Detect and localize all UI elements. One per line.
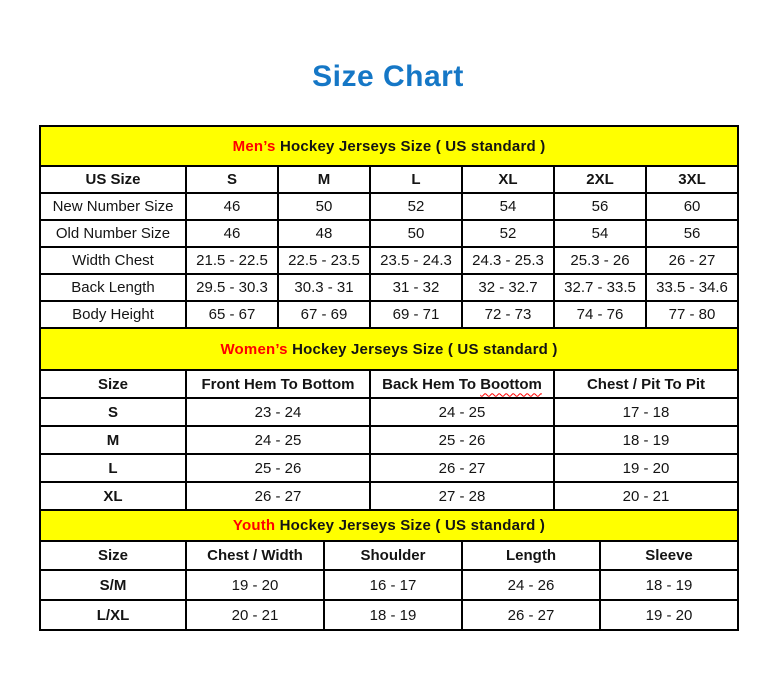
value-cell: 50 — [370, 220, 462, 247]
column-header: Shoulder — [324, 541, 462, 570]
value-cell: 50 — [278, 193, 370, 220]
value-cell: 24.3 - 25.3 — [462, 247, 554, 274]
column-header: Chest / Width — [186, 541, 324, 570]
value-cell: 25 - 26 — [186, 454, 370, 482]
value-cell: 24 - 26 — [462, 570, 600, 600]
row-label: S/M — [40, 570, 186, 600]
table-row — [40, 193, 738, 220]
column-header: Front Hem To Bottom — [186, 370, 370, 398]
womens-column-header-row — [40, 370, 738, 398]
value-cell: 77 - 80 — [646, 301, 738, 328]
row-label: L/XL — [40, 600, 186, 630]
value-cell: 18 - 19 — [554, 426, 738, 454]
value-cell: 32 - 32.7 — [462, 274, 554, 301]
value-cell: 26 - 27 — [186, 482, 370, 510]
womens-section-header-row — [40, 328, 738, 370]
value-cell: 25.3 - 26 — [554, 247, 646, 274]
value-cell: 56 — [646, 220, 738, 247]
table-row — [40, 426, 738, 454]
column-header — [370, 370, 554, 398]
value-cell: 60 — [646, 193, 738, 220]
row-label: XL — [40, 482, 186, 510]
row-label: Back Length — [40, 274, 186, 301]
value-cell: 65 - 67 — [186, 301, 278, 328]
value-cell: 25 - 26 — [370, 426, 554, 454]
value-cell: 21.5 - 22.5 — [186, 247, 278, 274]
value-cell: 74 - 76 — [554, 301, 646, 328]
value-cell: 26 - 27 — [370, 454, 554, 482]
value-cell: 33.5 - 34.6 — [646, 274, 738, 301]
column-header: Chest / Pit To Pit — [554, 370, 738, 398]
value-cell: 20 - 21 — [186, 600, 324, 630]
table-row — [40, 482, 738, 510]
value-cell: 27 - 28 — [370, 482, 554, 510]
value-cell: 56 — [554, 193, 646, 220]
value-cell: 46 — [186, 220, 278, 247]
value-cell: 17 - 18 — [554, 398, 738, 426]
row-label: M — [40, 426, 186, 454]
column-header: Size — [40, 541, 186, 570]
table-row — [40, 247, 738, 274]
value-cell: 16 - 17 — [324, 570, 462, 600]
value-cell: 69 - 71 — [370, 301, 462, 328]
table-row — [40, 220, 738, 247]
womens-band-accent-text: Women’s — [220, 340, 288, 358]
value-cell: 67 - 69 — [278, 301, 370, 328]
column-header: S — [186, 166, 278, 193]
row-label: Old Number Size — [40, 220, 186, 247]
womens-band-rest-text: Hockey Jerseys Size ( US standard ) — [287, 340, 558, 358]
value-cell: 23.5 - 24.3 — [370, 247, 462, 274]
womens-section-band — [40, 328, 738, 370]
column-header: Length — [462, 541, 600, 570]
table-row — [40, 301, 738, 328]
value-cell: 32.7 - 33.5 — [554, 274, 646, 301]
mens-band-accent-text: Men’s — [232, 137, 276, 155]
value-cell: 19 - 20 — [186, 570, 324, 600]
value-cell: 54 — [462, 193, 554, 220]
youth-band-rest-text: Hockey Jerseys Size ( US standard ) — [275, 517, 546, 534]
youth-column-header-row — [40, 541, 738, 570]
value-cell: 23 - 24 — [186, 398, 370, 426]
value-cell: 26 - 27 — [462, 600, 600, 630]
value-cell: 46 — [186, 193, 278, 220]
row-label: Width Chest — [40, 247, 186, 274]
value-cell: 30.3 - 31 — [278, 274, 370, 301]
column-header: M — [278, 166, 370, 193]
value-cell: 19 - 20 — [554, 454, 738, 482]
column-header: 3XL — [646, 166, 738, 193]
value-cell: 20 - 21 — [554, 482, 738, 510]
table-row — [40, 274, 738, 301]
column-header-text: Back Hem To — [382, 375, 481, 393]
column-header: Sleeve — [600, 541, 738, 570]
value-cell: 48 — [278, 220, 370, 247]
value-cell: 29.5 - 30.3 — [186, 274, 278, 301]
value-cell: 72 - 73 — [462, 301, 554, 328]
page-title: Size Chart — [312, 60, 464, 93]
value-cell: 26 - 27 — [646, 247, 738, 274]
value-cell: 19 - 20 — [600, 600, 738, 630]
table-row — [40, 398, 738, 426]
youth-section-header-row — [40, 510, 738, 541]
youth-section-band — [40, 510, 738, 541]
youth-band-accent-text: Youth — [232, 517, 276, 534]
mens-band-rest-text: Hockey Jerseys Size ( US standard ) — [275, 137, 546, 155]
row-label: S — [40, 398, 186, 426]
column-header: 2XL — [554, 166, 646, 193]
youth-size-table — [39, 509, 739, 631]
mens-size-table — [39, 125, 739, 329]
value-cell: 22.5 - 23.5 — [278, 247, 370, 274]
value-cell: 52 — [370, 193, 462, 220]
value-cell: 54 — [554, 220, 646, 247]
column-header: XL — [462, 166, 554, 193]
row-label: New Number Size — [40, 193, 186, 220]
size-tables-container — [39, 125, 737, 631]
column-header: L — [370, 166, 462, 193]
misspelled-word: Boottom — [480, 375, 542, 393]
value-cell: 24 - 25 — [370, 398, 554, 426]
mens-section-header-row — [40, 126, 738, 166]
table-row — [40, 454, 738, 482]
mens-section-band — [40, 126, 738, 166]
column-header: Size — [40, 370, 186, 398]
row-label: Body Height — [40, 301, 186, 328]
value-cell: 52 — [462, 220, 554, 247]
row-label: L — [40, 454, 186, 482]
value-cell: 18 - 19 — [600, 570, 738, 600]
value-cell: 31 - 32 — [370, 274, 462, 301]
value-cell: 24 - 25 — [186, 426, 370, 454]
column-header: US Size — [40, 166, 186, 193]
table-row — [40, 600, 738, 630]
value-cell: 18 - 19 — [324, 600, 462, 630]
mens-column-header-row — [40, 166, 738, 193]
table-row — [40, 570, 738, 600]
womens-size-table — [39, 327, 739, 511]
